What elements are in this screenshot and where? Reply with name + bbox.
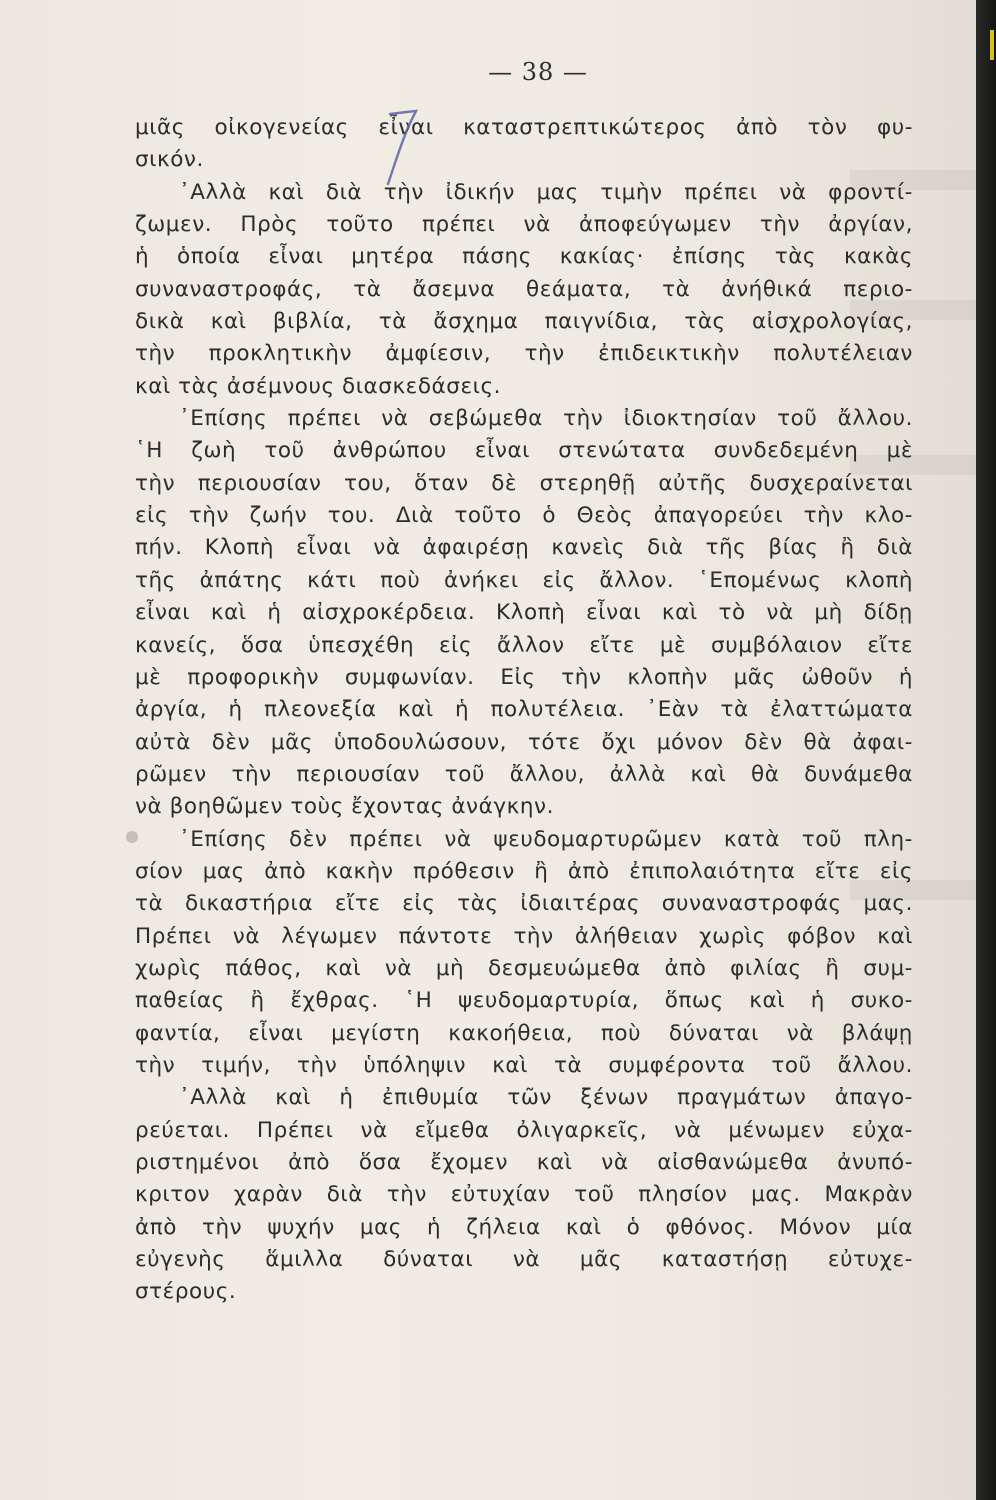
text-line: ᾿Αλλὰ καὶ διὰ τὴν ἰδικήν μας τιμὴν πρέπει νὰ φροντί- (179, 179, 913, 205)
text-line: κανείς, ὅσα ὑπεσχέθη εἰς ἄλλον εἴτε μὲ συμβόλαιον εἴτε (135, 632, 913, 658)
text-line: καὶ τὰς ἀσέμνους διασκεδάσεις. (135, 373, 502, 399)
text-line: κριτον χαρὰν διὰ τὴν εὐτυχίαν τοῦ πλησίον μας. Μακρὰν (135, 1182, 913, 1208)
paper-spot (126, 831, 138, 843)
book-binding-edge (976, 0, 996, 1500)
text-line: τῆς ἀπάτης κάτι ποὺ ἀνήκει εἰς ἄλλον. ῾Επομένως κλοπὴ (135, 567, 913, 593)
text-line: στέρους. (135, 1279, 237, 1305)
text-line: ρεύεται. Πρέπει νὰ εἴμεθα ὀλιγαρκεῖς, νὰ μένωμεν εὐχα- (135, 1117, 913, 1143)
page-number: — 38 — (488, 58, 588, 86)
text-line: παθείας ἢ ἔχθρας. ῾Η ψευδομαρτυρία, ὅπως καὶ ἡ συκο- (135, 988, 913, 1014)
text-line: ἀπὸ τὴν ψυχήν μας ἡ ζήλεια καὶ ὁ φθόνος. Μόνον μία (135, 1214, 913, 1240)
text-line: αὐτὰ δὲν μᾶς ὑποδουλώσουν, τότε ὄχι μόνον δὲν θὰ ἀφαι- (135, 729, 913, 755)
text-line: ρῶμεν τὴν περιουσίαν τοῦ ἄλλου, ἀλλὰ καὶ θὰ δυνάμεθα (135, 761, 913, 787)
text-line: τὰ δικαστήρια εἴτε εἰς τὰς ἰδιαιτέρας συναναστροφάς μας. (135, 891, 913, 917)
text-line: ζωμεν. Πρὸς τοῦτο πρέπει νὰ ἀποφεύγωμεν τὴν ἀργίαν, (135, 212, 913, 238)
text-line: τὴν προκλητικὴν ἀμφίεσιν, τὴν ἐπιδεικτικὴν πολυτέλειαν (135, 341, 913, 367)
text-line: φαντία, εἶναι μεγίστη κακοήθεια, ποὺ δύναται νὰ βλάψῃ (135, 1020, 913, 1046)
text-line: Πρέπει νὰ λέγωμεν πάντοτε τὴν ἀλήθειαν χωρὶς φόβον καὶ (135, 923, 913, 949)
text-line: χωρὶς πάθος, καὶ νὰ μὴ δεσμευώμεθα ἀπὸ φιλίας ἢ συμ- (135, 955, 913, 981)
binding-tab-mark (990, 30, 994, 60)
text-line: ᾿Αλλὰ καὶ ἡ ἐπιθυμία τῶν ξένων πραγμάτων ἀπαγο- (179, 1085, 913, 1111)
text-line: ᾿Επίσης πρέπει νὰ σεβώμεθα τὴν ἰδιοκτησίαν τοῦ ἄλλου. (179, 406, 913, 432)
text-line: εἶναι καὶ ἡ αἰσχροκέρδεια. Κλοπὴ εἶναι καὶ τὸ νὰ μὴ δίδῃ (135, 600, 913, 626)
body-text (135, 112, 913, 1309)
text-line: πήν. Κλοπὴ εἶναι νὰ ἀφαιρέσῃ κανεὶς διὰ τῆς βίας ἢ διὰ (135, 535, 913, 561)
text-line: μὲ προφορικὴν συμφωνίαν. Εἰς τὴν κλοπὴν μᾶς ὠθοῦν ἡ (135, 664, 913, 690)
text-line: ῾Η ζωὴ τοῦ ἀνθρώπου εἶναι στενώτατα συνδεδεμένη μὲ (135, 438, 913, 464)
text-line: ἡ ὁποία εἶναι μητέρα πάσης κακίας· ἐπίσης τὰς κακὰς (135, 244, 913, 270)
text-line: μιᾶς οἰκογενείας εἶναι καταστρεπτικώτερος ἀπὸ τὸν φυ- (135, 115, 913, 140)
text-line: εὐγενὴς ἅμιλλα δύναται νὰ μᾶς καταστήσῃ εὐτυχε- (135, 1247, 913, 1273)
text-line: δικὰ καὶ βιβλία, τὰ ἄσχημα παιγνίδια, τὰς αἰσχρολογίας, (135, 309, 913, 335)
text-line: εἰς τὴν ζωήν του. Διὰ τοῦτο ὁ Θεὸς ἀπαγορεύει τὴν κλο- (135, 503, 913, 529)
text-line: ἀργία, ἡ πλεονεξία καὶ ἡ πολυτέλεια. ᾿Εὰν τὰ ἐλαττώματα (135, 697, 913, 723)
text-line: νὰ βοηθῶμεν τοὺς ἔχοντας ἀνάγκην. (135, 794, 554, 820)
text-line: ριστημένοι ἀπὸ ὅσα ἔχομεν καὶ νὰ αἰσθανώμεθα ἀνυπό- (135, 1150, 913, 1175)
text-line: σικόν. (135, 147, 204, 173)
text-line: τὴν περιουσίαν του, ὅταν δὲ στερηθῇ αὐτῆς δυσχεραίνεται (135, 470, 913, 496)
pencil-mark-icon (372, 108, 432, 188)
text-line: τὴν τιμήν, τὴν ὑπόληψιν καὶ τὰ συμφέροντα τοῦ ἄλλου. (135, 1052, 913, 1078)
text-line: συναναστροφάς, τὰ ἄσεμνα θεάματα, τὰ ἀνήθικά περιο- (135, 276, 913, 302)
text-line: σίον μας ἀπὸ κακὴν πρόθεσιν ἢ ἀπὸ ἐπιπολαιότητα εἴτε εἰς (135, 858, 913, 884)
text-line: ᾿Επίσης δὲν πρέπει νὰ ψευδομαρτυρῶμεν κατὰ τοῦ πλη- (179, 826, 913, 852)
